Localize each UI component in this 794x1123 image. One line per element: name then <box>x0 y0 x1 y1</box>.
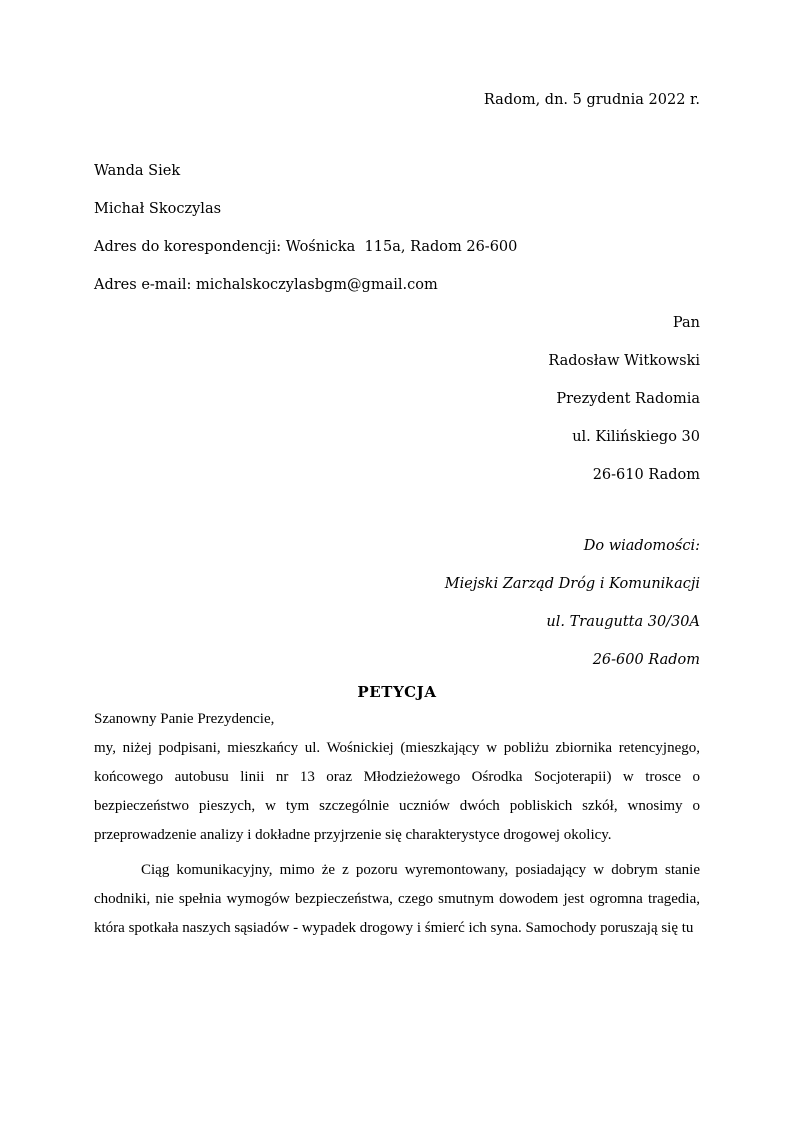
cc-organization: Miejski Zarząd Dróg i Komunikacji <box>444 576 700 592</box>
cc-heading: Do wiadomości: <box>583 538 700 554</box>
body-paragraph-1: my, niżej podpisani, mieszkańcy ul. Wośnickiej (mieszkający w pobliżu zbiornika retencyjnego, końcowego autobusu linii nr 13 oraz Młodzieżowego Ośrodka Socjoterapii) w trosce o bezpieczeństwo pieszych, w tym szczególnie uczniów dwóch pobliskich szkół, wnosimy o przeprowadzenie analizy i dokładne przyjrzenie się charakterystyce drogowej okolicy. <box>94 740 700 843</box>
letter-body <box>94 705 700 943</box>
sender-email: Adres e-mail: michalskoczylasbgm@gmail.com <box>94 277 438 293</box>
recipient-role: Prezydent Radomia <box>556 391 700 407</box>
cc-street: ul. Traugutta 30/30A <box>546 614 700 630</box>
body-paragraph-2: Ciąg komunikacyjny, mimo że z pozoru wyremontowany, posiadający w dobrym stanie chodniki, nie spełnia wymogów bezpieczeństwa, czego smutnym dowodem jest ogromna tragedia, która spotkała naszych sąsiadów - wypadek drogowy i śmierć ich syna. Samochody poruszają się tu <box>94 862 700 936</box>
recipient-honorific: Pan <box>672 315 700 331</box>
sender-block <box>94 152 700 304</box>
sender-name-1: Wanda Siek <box>94 163 181 179</box>
date-line: Radom, dn. 5 grudnia 2022 r. <box>483 92 700 108</box>
recipient-name: Radosław Witkowski <box>548 353 700 369</box>
recipient-block <box>94 304 700 494</box>
document-title: PETYCJA <box>357 683 437 701</box>
recipient-street: ul. Kilińskiego 30 <box>572 429 700 445</box>
cc-block <box>94 527 700 679</box>
recipient-city: 26-610 Radom <box>592 467 700 483</box>
sender-postal-address: Adres do korespondencji: Wośnicka 115a, Radom 26-600 <box>94 239 518 255</box>
salutation: Szanowny Panie Prezydencie, <box>94 711 275 727</box>
sender-name-2: Michał Skoczylas <box>94 201 222 217</box>
cc-city: 26-600 Radom <box>592 652 700 668</box>
